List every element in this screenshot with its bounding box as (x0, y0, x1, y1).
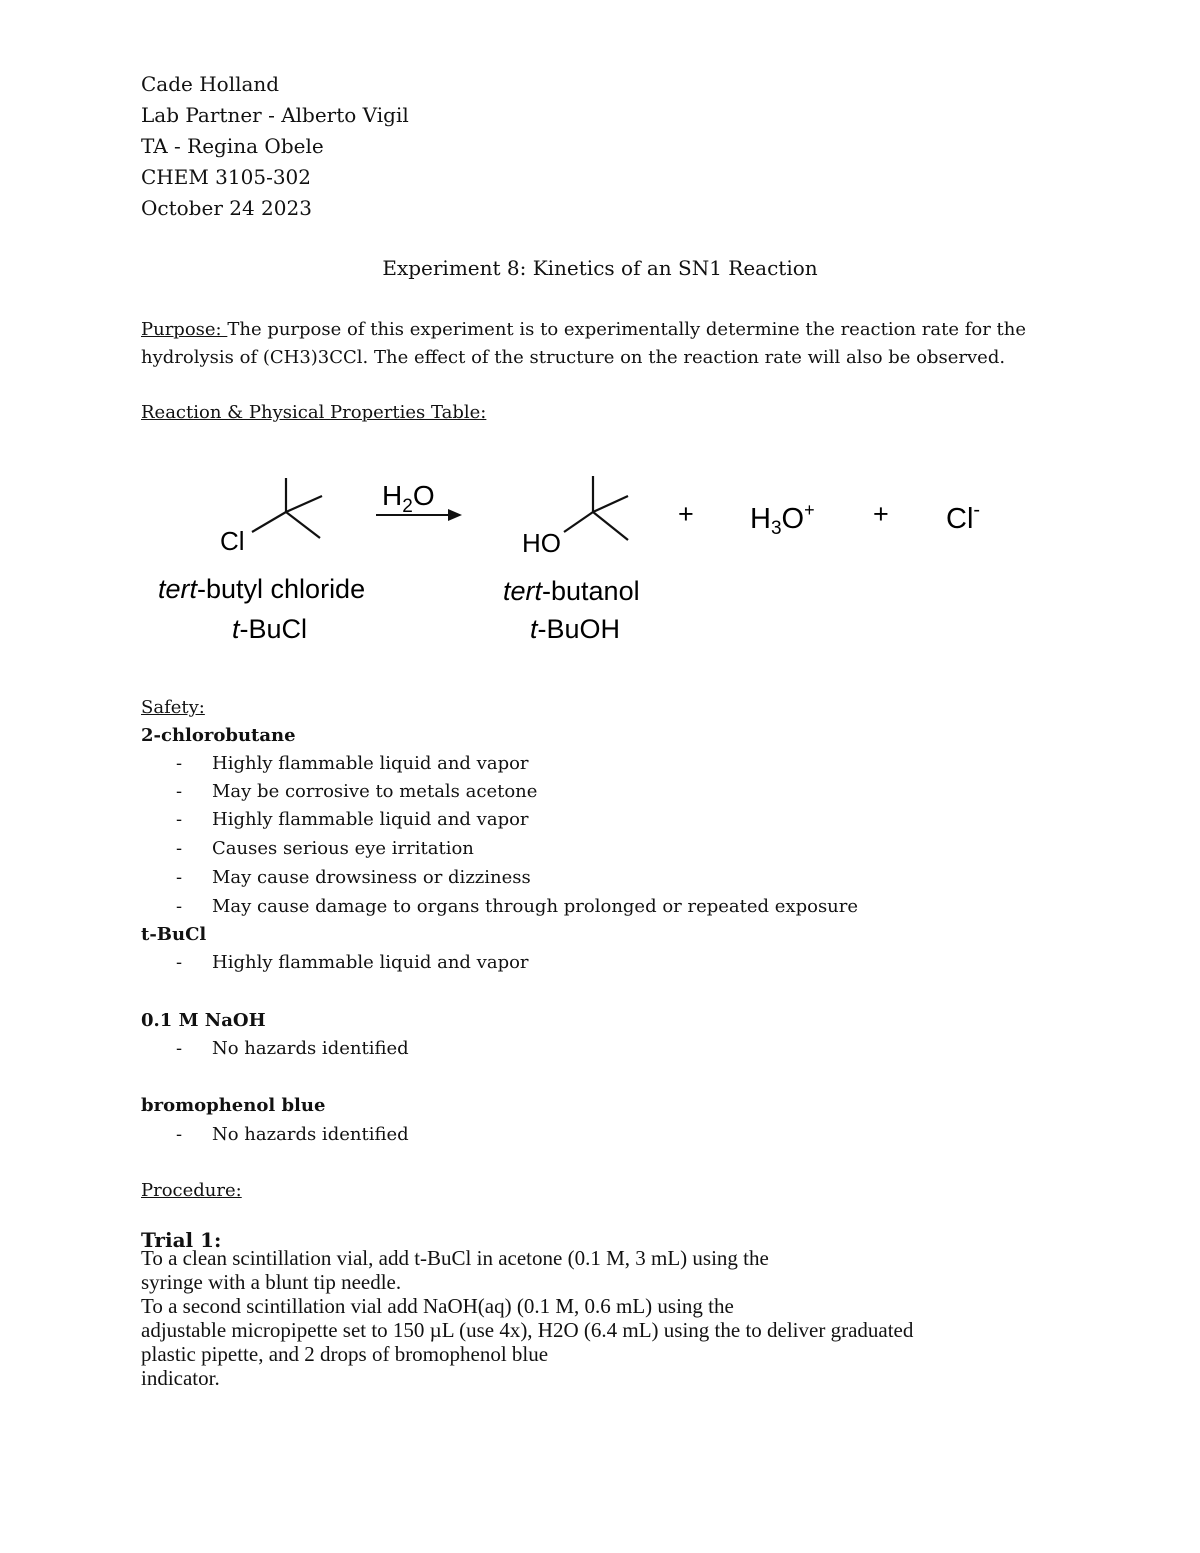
reactant-abbreviation: t-BuCl (232, 614, 308, 644)
chemical-name-2-chlorobutane: 2-chlorobutane (141, 725, 296, 746)
reactant-chlorine-atom: Cl (220, 526, 245, 556)
chemical-name-naoh: 0.1 M NaOH (141, 1010, 266, 1031)
lab-partner: Lab Partner - Alberto Vigil (141, 103, 409, 127)
hazard-item: - No hazards identified (176, 1038, 409, 1059)
chemical-name-bromophenol-blue: bromophenol blue (141, 1095, 326, 1116)
reactant-name: tert-butyl chloride (158, 574, 366, 604)
teaching-assistant: TA - Regina Obele (141, 134, 324, 158)
hazard-item: - Highly flammable liquid and vapor (176, 753, 529, 774)
author-name: Cade Holland (141, 72, 280, 96)
product-hydroxyl-group: HO (522, 528, 561, 558)
procedure-line: adjustable micropipette set to 150 µL (use 4x), H2O (6.4 mL) using the to deliver graduated (141, 1318, 914, 1342)
hazard-item: - Highly flammable liquid and vapor (176, 952, 529, 973)
purpose-label: Purpose: (141, 319, 228, 340)
tert-butyl-chloride-structure (252, 478, 322, 538)
reagent-water: $H_2O$ (382, 480, 435, 517)
product-name: tert-butanol (503, 576, 640, 606)
reaction-scheme (140, 460, 1020, 660)
purpose-line-1: The purpose of this experiment is to experimentally determine the reaction rate for the (227, 319, 1027, 340)
header-block (141, 69, 409, 224)
procedure-line: To a second scintillation vial add NaOH(aq) (0.1 M, 0.6 mL) using the (141, 1294, 734, 1318)
product-abbreviation: t-BuOH (530, 614, 621, 644)
hazard-item: - Causes serious eye irritation (176, 838, 474, 859)
report-date: October 24 2023 (141, 196, 312, 220)
hazard-item: - No hazards identified (176, 1124, 409, 1145)
chloride-ion: Cl- (946, 499, 981, 535)
hazard-item: - Highly flammable liquid and vapor (176, 809, 529, 830)
safety-label: Safety: (141, 697, 205, 718)
procedure-line: plastic pipette, and 2 drops of bromophenol blue (141, 1342, 549, 1366)
procedure-label: Procedure: (141, 1180, 242, 1201)
reaction-section-label: Reaction & Physical Properties Table: (141, 402, 487, 423)
tert-butanol-structure (564, 476, 628, 540)
plus-sign-1: + (678, 499, 694, 529)
hydronium-ion: $H_3O^+$ (750, 500, 815, 539)
purpose-line-2: hydrolysis of (CH3)3CCl. The effect of the structure on the reaction rate will also be observed. (141, 347, 1006, 368)
page-title: Experiment 8: Kinetics of an SN1 Reaction (382, 256, 818, 280)
plus-sign-2: + (873, 499, 889, 529)
reaction-arrowhead (448, 509, 462, 521)
procedure-line: indicator. (141, 1366, 220, 1390)
chemical-name-t-bucl: t-BuCl (141, 924, 207, 945)
hazard-item: - May cause drowsiness or dizziness (176, 867, 531, 888)
purpose-paragraph (141, 316, 1041, 372)
procedure-text (141, 1246, 1041, 1390)
procedure-line: To a clean scintillation vial, add t-BuCl in acetone (0.1 M, 3 mL) using the (141, 1246, 769, 1270)
course-code: CHEM 3105-302 (141, 165, 312, 189)
hazard-item: - May cause damage to organs through prolonged or repeated exposure (176, 896, 859, 917)
trial-heading: Trial 1: (141, 1228, 222, 1252)
hazard-item: - May be corrosive to metals acetone (176, 781, 538, 802)
procedure-line: syringe with a blunt tip needle. (141, 1270, 402, 1294)
